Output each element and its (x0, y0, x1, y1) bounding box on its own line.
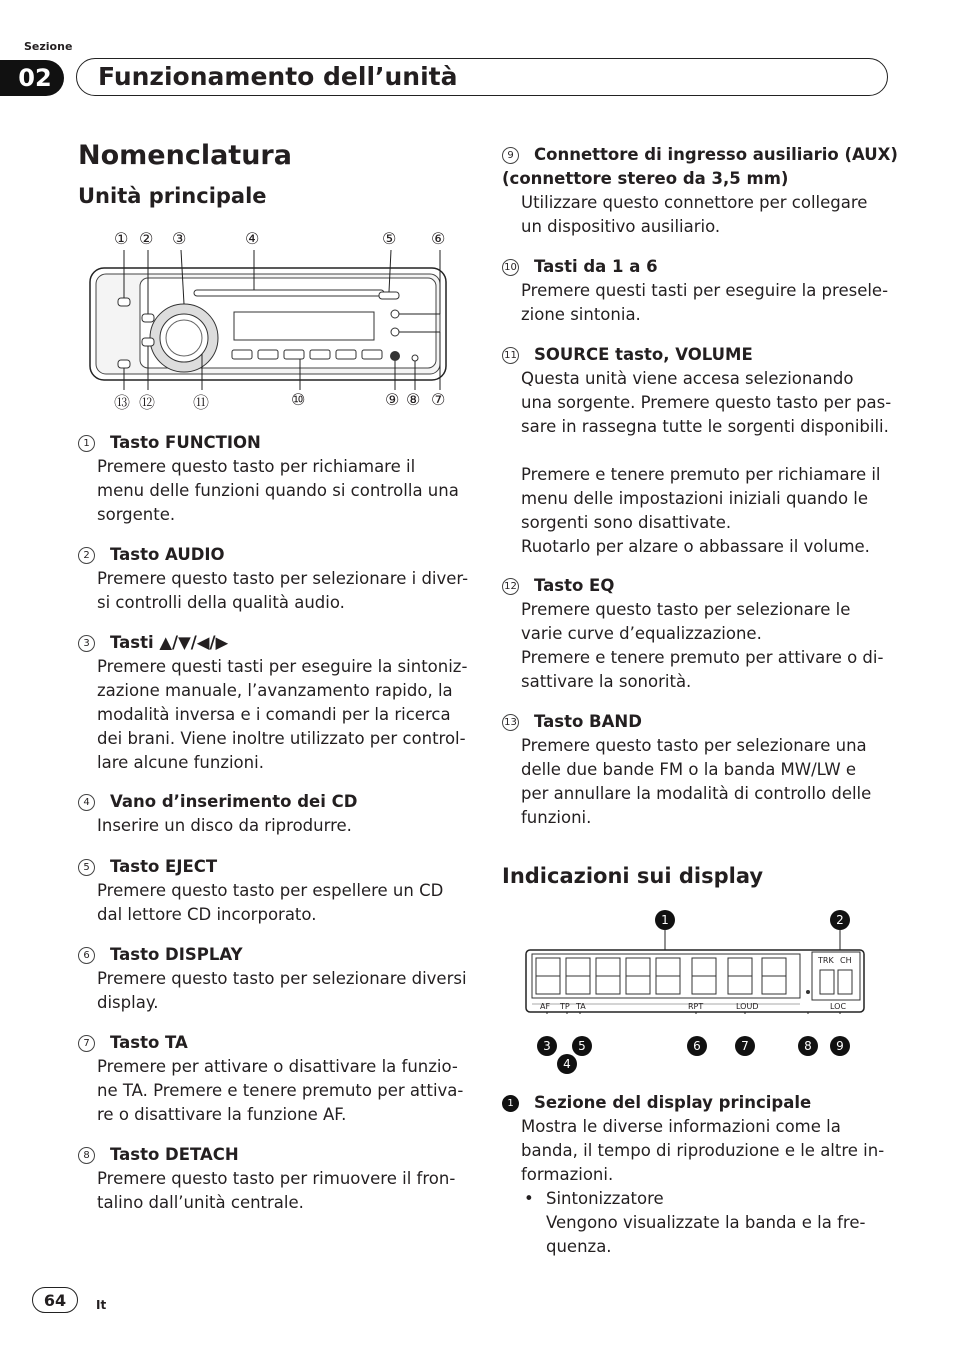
display-callout-7: 7 (735, 1036, 755, 1056)
item-main-display: 1 Sezione del display principale Mostra le diverse informazioni come la banda, il tempo di riproduzione e le altre in- formazioni. • Sintonizzatore Vengono visualizzate la banda e la fre- quenza. (502, 1091, 902, 1259)
page-number: 64 (32, 1287, 78, 1313)
item-cd-slot: 4 Vano d’inserimento dei CD Inserire un disco da riprodurre. (78, 790, 478, 838)
item-presets: 10 Tasti da 1 a 6 Premere questi tasti per eseguire la presele- zione sintonia. (502, 255, 902, 327)
display-label-trk: TRK (818, 956, 834, 965)
callout-1: ① (114, 229, 129, 248)
item-arrows: 3 Tasti ▲/▼/◀/▶ Premere questi tasti per eseguire la sintoniz- zazione manuale, l’avanzamento rapido, la modalità inversa e i comandi per la ricerca dei brani. Viene inoltre utilizzato per control- lare alcune funzioni. (78, 631, 478, 775)
callout-9: ⑨ (385, 390, 400, 409)
item-detach: 8 Tasto DETACH Premere questo tasto per rimuovere il fron- talino dall’unità centrale. (78, 1143, 478, 1215)
section-title: Funzionamento dell’unità (98, 62, 458, 91)
callout-13: ⑬ (114, 393, 131, 412)
item-audio: 2 Tasto AUDIO Premere questo tasto per selezionare i diver- si controlli della qualità audio. (78, 543, 478, 615)
section-label: Sezione (24, 40, 73, 53)
item-function: 1 Tasto FUNCTION Premere questo tasto per richiamare il menu delle funzioni quando si controlla una sorgente. (78, 431, 478, 527)
item-eject: 5 Tasto EJECT Premere questo tasto per espellere un CD dal lettore CD incorporato. (78, 855, 478, 927)
display-label-loud: LOUD (736, 1002, 759, 1011)
callout-8: ⑧ (406, 390, 421, 409)
item-display: 6 Tasto DISPLAY Premere questo tasto per selezionare diversi display. (78, 943, 478, 1015)
display-callout-8: 8 (798, 1036, 818, 1056)
display-label-af: AF (540, 1002, 551, 1011)
callout-10: ⑩ (291, 390, 306, 409)
item-aux: 9 Connettore di ingresso ausiliario (AUX) (connettore stereo da 3,5 mm) Utilizzare questo connettore per collegare un dispositivo ausiliario. (502, 145, 898, 236)
callout-11: ⑪ (193, 393, 210, 412)
display-label-ta: TA (576, 1002, 586, 1011)
display-callout-1: 1 (655, 910, 675, 930)
page-title: Nomenclatura (78, 140, 292, 171)
item-band: 13 Tasto BAND Premere questo tasto per selezionare una delle due bande FM o la banda MW/LW e per annullare la modalità di controllo delle funzioni. (502, 710, 902, 830)
callout-3: ③ (172, 229, 187, 248)
display-label-tp: TP (560, 1002, 570, 1011)
callout-4: ④ (245, 229, 260, 248)
display-callout-2: 2 (830, 910, 850, 930)
item-source: 11 SOURCE tasto, VOLUME Questa unità viene accesa selezionando una sorgente. Premere questo tasto per pas- sare in rassegna tutte le sorgenti disponibili. Premere e tenere premuto per richiamare il menu delle impostazioni iniziali quando le sorgenti sono disattivate. Ruotarlo per alzare o abbassare il volume. (502, 343, 902, 559)
display-label-ch: CH (840, 956, 852, 965)
callout-5: ⑤ (382, 229, 397, 248)
display-callout-5: 5 (572, 1036, 592, 1056)
callout-2: ② (139, 229, 154, 248)
display-label-rpt: RPT (688, 1002, 704, 1011)
display-callout-9: 9 (830, 1036, 850, 1056)
unit-subtitle: Unità principale (78, 184, 267, 208)
language-code: It (96, 1298, 107, 1312)
callout-6: ⑥ (431, 229, 446, 248)
display-subtitle: Indicazioni sui display (502, 864, 764, 888)
item-ta: 7 Tasto TA Premere per attivare o disattivare la funzio- ne TA. Premere e tenere premuto per attiva- re o disattivare la funzione AF. (78, 1031, 478, 1127)
callout-7: ⑦ (431, 390, 446, 409)
item-eq: 12 Tasto EQ Premere questo tasto per selezionare le varie curve d’equalizzazione. Premere e tenere premuto per attivare o di- sattivare la sonorità. (502, 574, 902, 694)
callout-12: ⑫ (139, 393, 156, 412)
display-label-loc: LOC (830, 1002, 847, 1011)
section-number-badge: 02 (0, 60, 64, 96)
display-callout-6: 6 (687, 1036, 707, 1056)
display-callout-3: 3 (537, 1036, 557, 1056)
display-callout-4: 4 (557, 1054, 577, 1074)
